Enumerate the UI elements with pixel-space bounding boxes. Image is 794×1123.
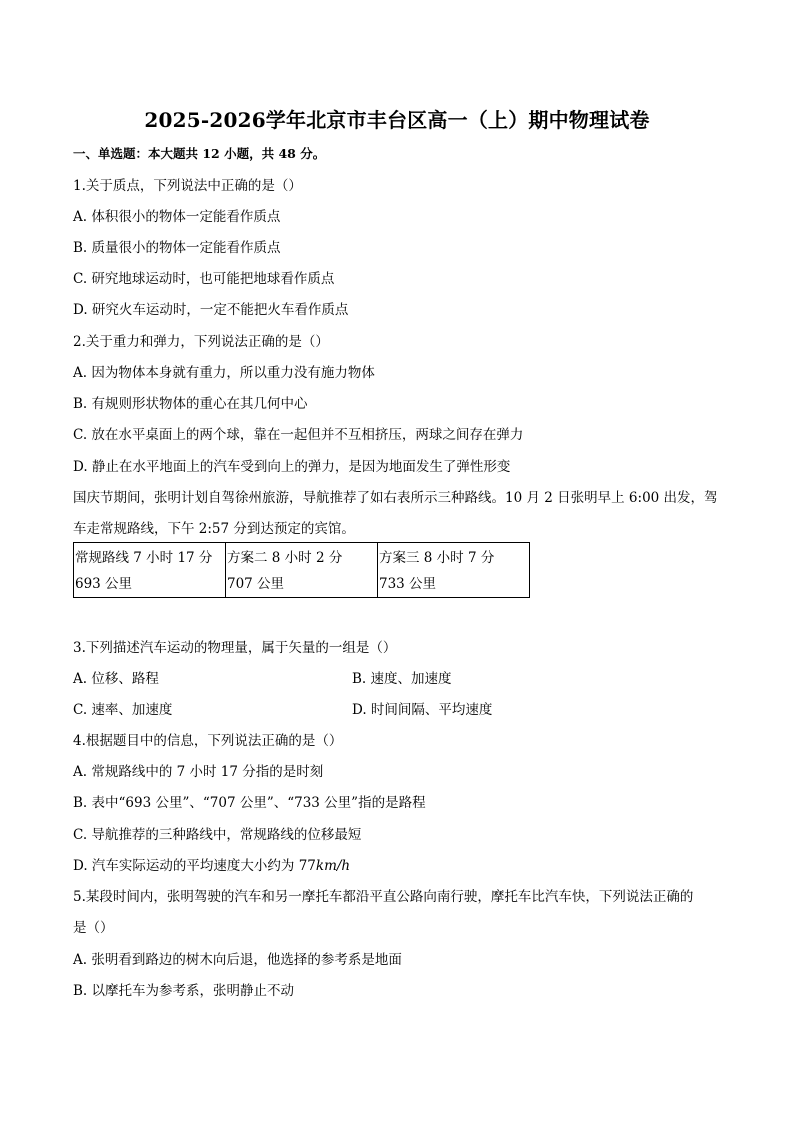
question-1-option-b: B. 质量很小的物体一定能看作质点	[73, 240, 281, 256]
question-4-option-d	[73, 856, 350, 876]
question-1-option-c: C. 研究地球运动时，也可能把地球看作质点	[73, 271, 335, 287]
table-row	[74, 543, 530, 598]
option-d-text: D. 汽车实际运动的平均速度大小约为 77	[73, 858, 316, 874]
question-5-option-b: B. 以摩托车为参考系，张明静止不动	[73, 983, 295, 999]
question-5-stem-line-1: 5.某段时间内，张明驾驶的汽车和另一摩托车都沿平直公路向南行驶，摩托车比汽车快，下列说法正确的	[73, 889, 694, 905]
section-heading: 一、单选题：本大题共 12 小题，共 48 分。	[73, 146, 326, 161]
route-name: 方案二 8 小时 2 分	[227, 550, 343, 566]
question-5-stem-line-2: 是（）	[73, 920, 114, 936]
question-2-option-d: D. 静止在水平地面上的汽车受到向上的弹力，是因为地面发生了弹性形变	[73, 459, 511, 475]
route-name: 方案三 8 小时 7 分	[379, 550, 495, 566]
question-4-option-b: B. 表中“693 公里”、“707 公里”、“733 公里”指的是路程	[73, 795, 426, 811]
page-title: 2025-2026学年北京市丰台区高一（上）期中物理试卷	[144, 108, 650, 132]
speed-unit: km/h	[315, 858, 351, 874]
passage-line-1: 国庆节期间，张明计划自驾徐州旅游，导航推荐了如右表所示三种路线。10 月 2 日张明早上 6:00 出发，驾	[73, 490, 718, 506]
route-cell-regular	[74, 543, 226, 598]
question-2-stem: 2.关于重力和弹力，下列说法正确的是（）	[73, 334, 329, 350]
question-1-option-a: A. 体积很小的物体一定能看作质点	[73, 209, 281, 225]
question-2-option-b: B. 有规则形状物体的重心在其几何中心	[73, 396, 308, 412]
question-3-option-b: B. 速度、加速度	[352, 671, 452, 687]
question-3-stem: 3.下列描述汽车运动的物理量，属于矢量的一组是（）	[73, 640, 397, 656]
routes-table	[73, 542, 530, 598]
question-1-option-d: D. 研究火车运动时，一定不能把火车看作质点	[73, 302, 349, 318]
question-1-stem: 1.关于质点，下列说法中正确的是（）	[73, 178, 302, 194]
question-3-option-d: D. 时间间隔、平均速度	[352, 702, 493, 718]
question-3-option-c: C. 速率、加速度	[73, 702, 173, 718]
question-2-option-c: C. 放在水平桌面上的两个球，靠在一起但并不互相挤压，两球之间存在弹力	[73, 427, 524, 443]
question-4-stem: 4.根据题目中的信息，下列说法正确的是（）	[73, 733, 343, 749]
question-3-option-a: A. 位移、路程	[73, 671, 159, 687]
route-distance: 733 公里	[379, 576, 437, 592]
question-4-option-c: C. 导航推荐的三种路线中，常规路线的位移最短	[73, 827, 362, 843]
route-distance: 707 公里	[227, 576, 285, 592]
route-cell-plan-3	[378, 543, 530, 598]
question-2-option-a: A. 因为物体本身就有重力，所以重力没有施力物体	[73, 365, 375, 381]
route-cell-plan-2	[226, 543, 378, 598]
question-5-option-a: A. 张明看到路边的树木向后退，他选择的参考系是地面	[73, 952, 402, 968]
route-name: 常规路线 7 小时 17 分	[75, 550, 213, 566]
route-distance: 693 公里	[75, 576, 133, 592]
passage-line-2: 车走常规路线，下午 2:57 分到达预定的宾馆。	[73, 521, 355, 537]
question-4-option-a: A. 常规路线中的 7 小时 17 分指的是时刻	[73, 764, 324, 780]
